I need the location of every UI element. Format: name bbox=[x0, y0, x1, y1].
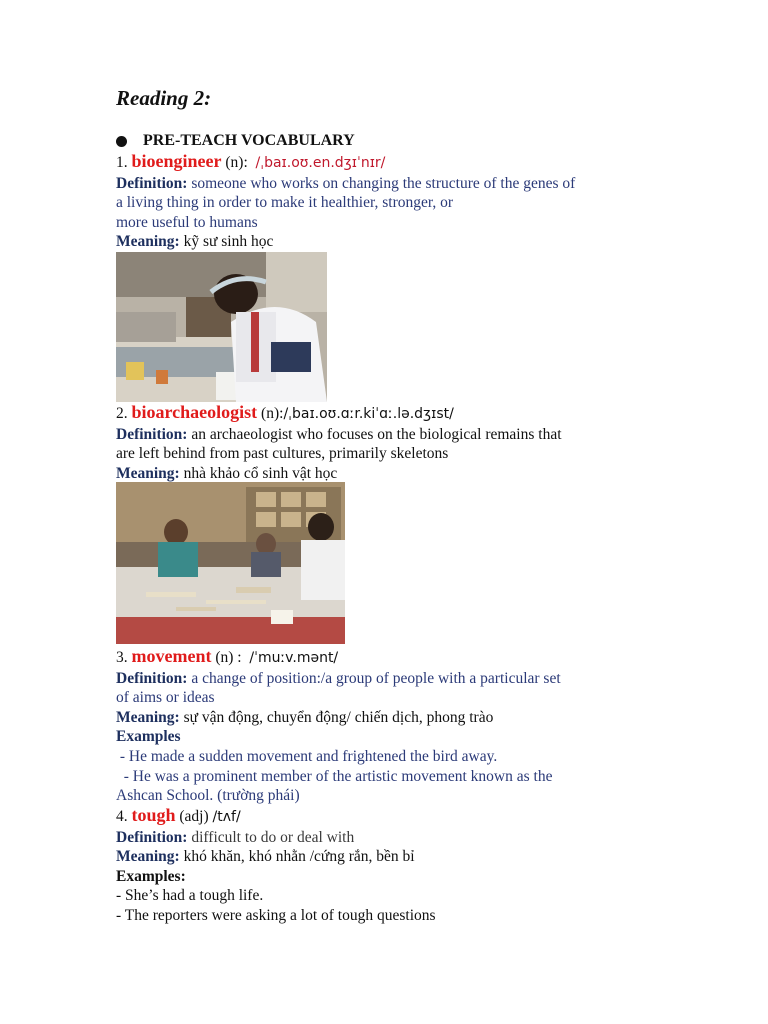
part-of-speech: (n) : bbox=[215, 649, 242, 666]
definition-line: difficult to do or deal with bbox=[191, 828, 355, 846]
definition-line: a change of position:/a group of people with a particular set bbox=[191, 669, 561, 687]
meaning-label: Meaning: bbox=[116, 464, 180, 482]
part-of-speech: (n): bbox=[225, 154, 248, 171]
definition bbox=[116, 669, 676, 708]
definition bbox=[116, 425, 676, 464]
entry-number: 1. bbox=[116, 154, 128, 171]
meaning-text: kỹ sư sinh học bbox=[183, 233, 274, 251]
definition-line: are left behind from past cultures, primarily skeletons bbox=[116, 445, 449, 463]
example-line: - He made a sudden movement and frightened the bird away. bbox=[116, 747, 498, 765]
vocab-entry-3 bbox=[116, 647, 676, 806]
definition bbox=[116, 828, 676, 848]
example-line: Ashcan School. (trường phái) bbox=[116, 787, 300, 805]
vocab-entry-1 bbox=[116, 152, 676, 252]
definition-label: Definition: bbox=[116, 174, 188, 192]
vocab-entry-4 bbox=[116, 806, 676, 926]
examples-label: Examples bbox=[116, 728, 181, 746]
meaning bbox=[116, 847, 676, 867]
part-of-speech: (n): bbox=[261, 405, 284, 422]
meaning bbox=[116, 708, 676, 728]
example-line: - She’s had a tough life. bbox=[116, 887, 264, 905]
definition-label: Definition: bbox=[116, 828, 188, 846]
vocab-word: movement bbox=[131, 646, 212, 666]
definition-label: Definition: bbox=[116, 669, 188, 687]
vocab-word: tough bbox=[131, 805, 176, 825]
vocab-word: bioarchaeologist bbox=[131, 402, 258, 422]
meaning-text: nhà khảo cổ sinh vật học bbox=[183, 464, 338, 482]
definition-line: an archaeologist who focuses on the biological remains that bbox=[191, 425, 562, 443]
entry-number: 4. bbox=[116, 808, 128, 825]
entry-header bbox=[116, 806, 676, 828]
examples-label: Examples: bbox=[116, 867, 186, 885]
pronunciation: /ˌbaɪ.oʊ.ɑːr.kiˈɑː.lə.dʒɪst/ bbox=[283, 406, 454, 422]
example-line: - The reporters were asking a lot of tough questions bbox=[116, 906, 436, 924]
meaning-label: Meaning: bbox=[116, 848, 180, 866]
meaning-text: khó khăn, khó nhằn /cứng rắn, bền bỉ bbox=[183, 848, 415, 866]
definition bbox=[116, 174, 676, 233]
section-heading-text: PRE-TEACH VOCABULARY bbox=[143, 132, 355, 149]
definition-line: more useful to humans bbox=[116, 213, 258, 231]
pronunciation: /tʌf/ bbox=[212, 809, 241, 825]
vocab-word: bioengineer bbox=[131, 151, 222, 171]
part-of-speech: (adj) bbox=[179, 808, 209, 825]
pronunciation: /ˌbaɪ.oʊ.en.dʒɪˈnɪr/ bbox=[255, 155, 386, 171]
example-line: - He was a prominent member of the artistic movement known as the bbox=[116, 767, 553, 785]
meaning-label: Meaning: bbox=[116, 708, 180, 726]
bioarchaeologist-photo bbox=[116, 482, 345, 644]
vocab-entry-2 bbox=[116, 403, 676, 483]
meaning bbox=[116, 232, 676, 252]
entry-header bbox=[116, 403, 676, 425]
meaning bbox=[116, 464, 676, 484]
pronunciation: /ˈmuːv.mənt/ bbox=[249, 650, 339, 666]
entry-header bbox=[116, 152, 676, 174]
meaning-label: Meaning: bbox=[116, 233, 180, 251]
entry-number: 3. bbox=[116, 649, 128, 666]
page-title: Reading 2: bbox=[116, 86, 212, 110]
bullet-icon bbox=[116, 136, 127, 147]
entry-header bbox=[116, 647, 676, 669]
bioengineer-photo bbox=[116, 252, 327, 402]
meaning-text: sự vận động, chuyển động/ chiến dịch, phong trào bbox=[183, 708, 494, 726]
entry-number: 2. bbox=[116, 405, 128, 422]
definition-label: Definition: bbox=[116, 425, 188, 443]
definition-line: a living thing in order to make it healthier, stronger, or bbox=[116, 194, 454, 212]
section-heading bbox=[116, 132, 355, 150]
definition-line: of aims or ideas bbox=[116, 689, 215, 707]
definition-line: someone who works on changing the structure of the genes of bbox=[191, 174, 576, 192]
